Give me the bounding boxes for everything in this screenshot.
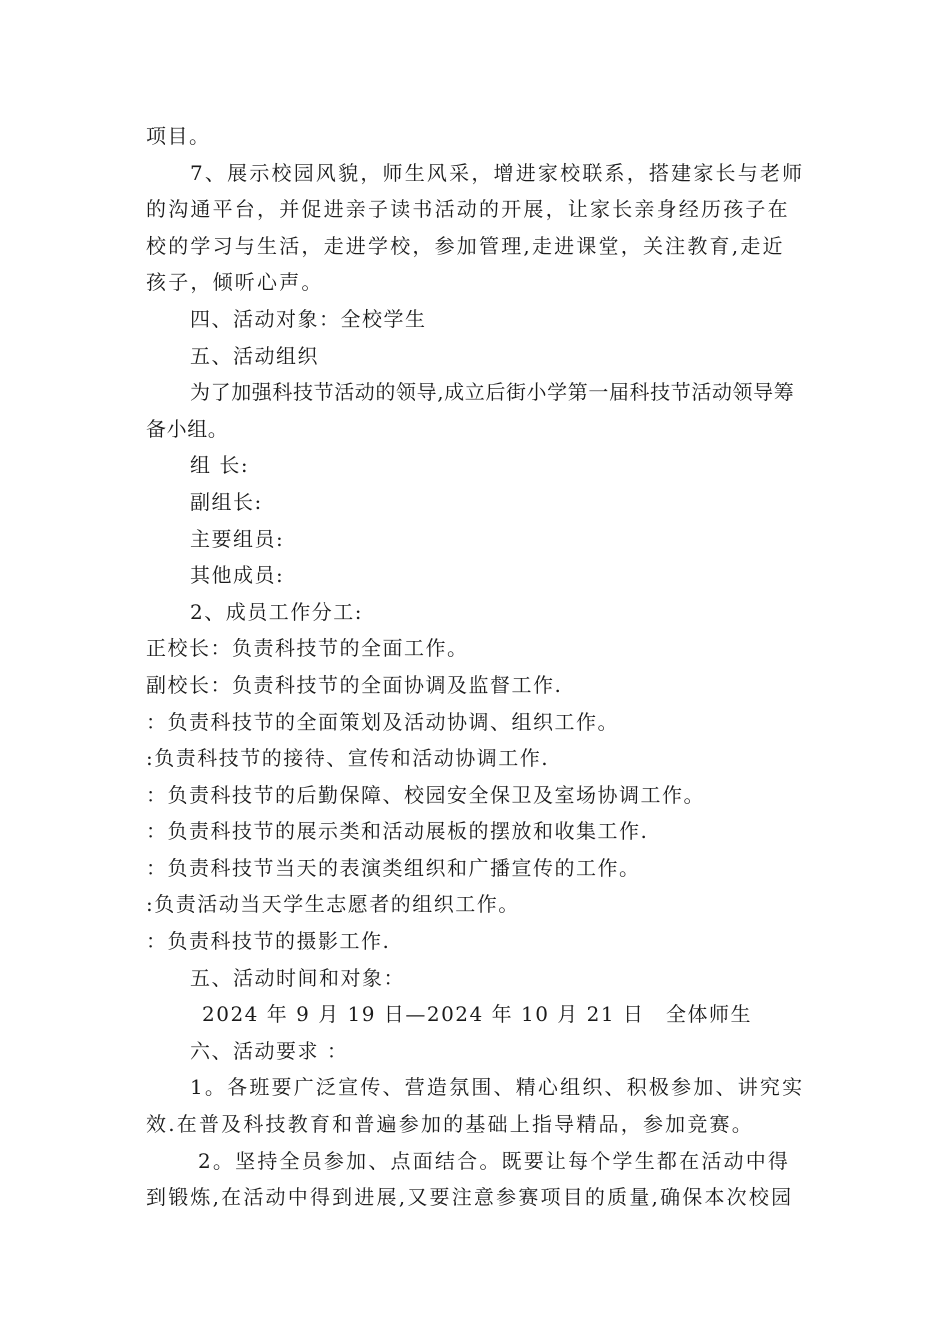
duty-logistics: ：负责科技节的后勤保障、校园安全保卫及室场协调工作。 bbox=[146, 782, 705, 807]
duty-exhibition: ：负责科技节的展示类和活动展板的摆放和收集工作. bbox=[146, 819, 649, 844]
section-heading-activity-organization: 五、活动组织 bbox=[190, 343, 319, 368]
duty-principal: 正校长：负责科技节的全面工作。 bbox=[146, 636, 469, 661]
role-main-members: 主要组员: bbox=[190, 526, 285, 551]
role-other-members: 其他成员: bbox=[190, 563, 285, 588]
subheading-duty-division: 2、成员工作分工: bbox=[190, 599, 363, 624]
paragraph-continuation: 项目。 bbox=[146, 124, 211, 148]
requirement-1: 1。各班要广泛宣传、营造氛围、精心组织、积极参加、讲究实效.在普及科技教育和普遍参加的基础上指导精品，参加竞赛。 bbox=[146, 1075, 805, 1137]
duty-photography: ：负责科技节的摄影工作. bbox=[146, 929, 391, 954]
duty-reception: :负责科技节的接待、宣传和活动协调工作. bbox=[146, 746, 550, 771]
paragraph-leadership-group: 为了加强科技节活动的领导,成立后街小学第一届科技节活动领导筹备小组。 bbox=[146, 380, 795, 441]
role-group-leader: 组 长: bbox=[190, 453, 250, 478]
duty-planning: ：负责科技节的全面策划及活动协调、组织工作。 bbox=[146, 709, 619, 734]
duty-performance: ：负责科技节当天的表演类组织和广播宣传的工作。 bbox=[146, 855, 641, 880]
duty-vice-principal: 副校长：负责科技节的全面协调及监督工作. bbox=[146, 672, 563, 697]
activity-date-range: 2024 年 9 月 19 日—2024 年 10 月 21 日 全体师生 bbox=[202, 1002, 752, 1027]
paragraph-item-7: 7、展示校园风貌，师生风采，增进家校联系，搭建家长与老师的沟通平台，并促进亲子读书活动的开展，让家长亲身经历孩子在校的学习与生活，走进学校，参加管理,走进课堂，关注教育,走近孩子，倾听心声。 bbox=[146, 160, 805, 295]
section-heading-requirements: 六、活动要求 ： bbox=[190, 1038, 349, 1063]
section-heading-time-and-target: 五、活动时间和对象： bbox=[190, 965, 405, 990]
section-heading-activity-target: 四、活动对象：全校学生 bbox=[190, 306, 427, 331]
requirement-2: 2。坚持全员参加、点面结合。既要让每个学生都在活动中得到锻炼,在活动中得到进展,又要注意参赛项目的质量,确保本次校园 bbox=[146, 1148, 794, 1210]
duty-volunteers: :负责活动当天学生志愿者的组织工作。 bbox=[146, 892, 520, 917]
document-body bbox=[146, 118, 806, 1216]
role-deputy-leader: 副组长: bbox=[190, 489, 263, 514]
